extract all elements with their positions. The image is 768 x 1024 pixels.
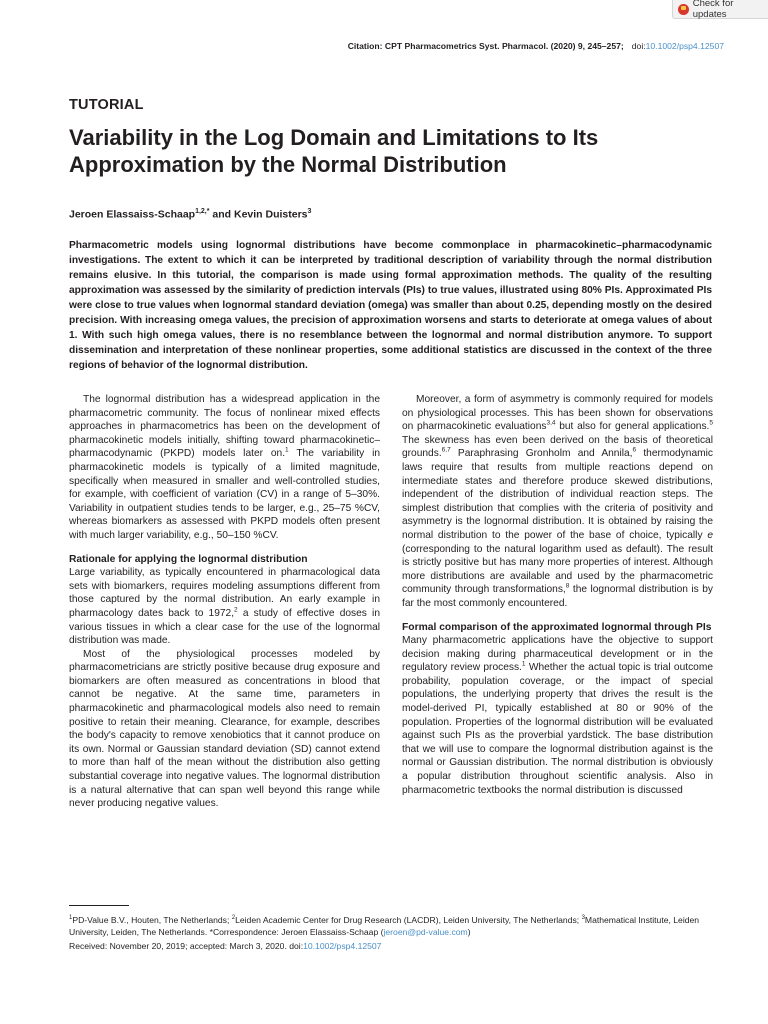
body-paragraph: Most of the physiological processes modeled by pharmacometricians are strictly positive because drug exposure and biomarkers are often measured as concentrations in blood that cannot be negative. At the same time, parameters in pharmacokinetic and pharmacological models also need to remain positive to retain their meaning. Clearance, for example, describes the body's capacity to remove xenobiotics that it cannot produce on its own. Normal or Gaussian standard deviation (SD) cannot extend to more than half of the mean without the distribution also getting substantial coverage into negative values. The lognormal distribution is a natural alternative that can span well beyond this range while never producing negative values.	[69, 648, 380, 810]
affiliations-footnote	[69, 912, 714, 939]
section-label: TUTORIAL	[69, 97, 144, 113]
reference-sup: 8	[565, 582, 570, 590]
reference-sup: 1	[521, 660, 526, 668]
reference-sup: 3,4	[546, 419, 556, 427]
author-name: Jeroen Elassaiss-Schaap	[69, 208, 196, 221]
abstract: Pharmacometric models using lognormal distributions have become commonplace in pharmacokinetic–pharmacodynamic investigations. The extent to which it can be interpreted by traditional description of variability through the normal distribution remains elusive. In this tutorial, the comparison is made using formal approximation methods. The quality of the resulting approximation was assessed by the similarity of prediction intervals (PIs) to true values, illustrated using 80% PIs. Approximated PIs were close to true values when lognormal standard deviation (omega) was smaller than about 0.25, depending mostly on the desired precision. With increasing omega values, the precision of approximation worsens and starts to deteriorate at omega values of about 1. With such high omega values, there is no resemblance between the lognormal and normal distribution anymore. To support dissemination and interpretation of these nonlinear properties, some additional statistics are discussed in the context of the three regions of behavior of the lognormal distribution.	[69, 240, 712, 371]
body-paragraph	[402, 393, 713, 611]
received-line	[69, 941, 381, 951]
reference-sup: 5	[709, 419, 713, 427]
article-title	[69, 124, 709, 178]
body-paragraph	[69, 566, 380, 648]
text-run: thermodynamic laws require that results from multiple reactions depend on intermediate states and therefore produce skewed distributions, independent of the distribution of individual reaction steps. The simplest distribution that complies with the criteria of positivity and asymmetry is the lognormal distribution. It is obtained by raising the normal distribution to the power of the base of choice, typically	[402, 448, 713, 541]
text-run: Leiden Academic Center for Drug Research (LACDR), Leiden University, The Netherlands;	[235, 914, 582, 925]
check-for-updates-label: Check for updates	[692, 0, 734, 20]
text-run: Paraphrasing Gronholm and Annila,	[450, 448, 633, 460]
section-heading: Rationale for applying the lognormal distribution	[69, 553, 308, 565]
text-run: Whether the actual topic is trial outcome probability, population coverage, or the impact of special populations, the underlying property that drives the result is the model-derived PI, typically established at 80 or 90% of the population. Properties of the lognormal distribution will be evaluated against such PIs as the proverbial yardstick. The base distribution that we will use to compare the lognormal distribution against is the normal or Gaussian distribution. The normal distribution is obviously a popular distribution throughout scientific analysis. Also in pharmacometric textbooks the normal distribution is discussed	[402, 662, 713, 796]
check-for-updates-icon	[678, 4, 689, 15]
text-run: The skewness has even been derived on the basis of theoretical grounds.	[402, 434, 713, 460]
reference-sup: 6	[632, 446, 637, 454]
text-run: (corresponding to the natural logarithm used as default). The result is strictly positive but has many more properties of interest. Although more distributions are available and used by the pharmacometric community through transformations,	[402, 543, 713, 596]
citation-line	[348, 41, 724, 51]
body-column-left	[69, 393, 380, 811]
affiliation-sup: 2	[231, 915, 236, 921]
footnote-divider	[69, 905, 129, 906]
body-paragraph	[69, 393, 380, 543]
author-name: Kevin Duisters	[234, 208, 308, 221]
text-run: a study of effective doses in various tissues in which a clear case for the use of the lognormal distribution was made.	[69, 607, 380, 647]
text-run: Received: November 20, 2019; accepted: March 3, 2020. doi:	[69, 941, 304, 951]
body-paragraph	[402, 634, 713, 797]
reference-sup: 6,7	[441, 446, 451, 454]
affiliation-sup: 1	[69, 915, 73, 921]
reference-sup: 2	[234, 606, 238, 614]
text-run: the lognormal distribution is by far the most commonly encountered.	[402, 584, 713, 609]
text-run: PD-Value B.V., Houten, The Netherlands;	[72, 914, 232, 925]
author-affiliation: 3	[307, 208, 312, 215]
reference-sup: 1	[285, 446, 289, 454]
author-list	[69, 208, 311, 221]
email-link[interactable]: jeroen@pd-value.com	[383, 927, 468, 938]
text-run: but also for general applications.	[555, 421, 710, 433]
author-separator: and	[209, 208, 234, 221]
text-run: Many pharmacometric applications have the objective to support decision making during pharmaceutical development or in the regulatory review process.	[402, 635, 713, 674]
author-affiliation: 1,2,*	[195, 208, 210, 215]
text-run: Mathematical Institute, Leiden University, Leiden, The Netherlands. *Correspondence: Jeroen Elassaiss-Schaap (	[69, 914, 700, 938]
body-column-right	[402, 393, 713, 797]
text-run: The variability in pharmacokinetic models is typically of a limited magnitude, specifically when measured in smaller and well-controlled studies, for example, with coefficient of variation (CV) in a range of 5–30%. Variability in outpatient studies tends to be larger, e.g., 25–75 %CV, whereas biomarkers as assessed with PKPD models often present with much larger variability, e.g., 50–150 %CV.	[69, 448, 380, 541]
section-heading: Formal comparison of the approximated lognormal through PIs	[402, 621, 712, 633]
check-for-updates-button[interactable]	[672, 0, 768, 19]
text-run: Large variability, as typically encountered in pharmacological data sets with biomarkers, requires modeling assumptions different from those captured by the normal distribution. An early example in pharmacology dates back to 1972,	[69, 567, 380, 619]
doi-link[interactable]: 10.1002/psp4.12507	[645, 41, 724, 51]
text-run: Moreover, a form of asymmetry is commonly required for models on physiological processes. This has been shown for observations on pharmacokinetic evaluations	[402, 394, 713, 433]
text-run: )	[467, 927, 471, 938]
doi-label: doi:	[631, 41, 646, 51]
italic-symbol: e	[707, 529, 713, 541]
citation-text: Citation: CPT Pharmacometrics Syst. Pharmacol. (2020) 9, 245–257;	[347, 41, 624, 51]
affiliation-sup: 3	[581, 915, 585, 921]
title-line-2: Approximation by the Normal Distribution	[69, 152, 507, 177]
doi-link[interactable]: 10.1002/psp4.12507	[303, 941, 382, 951]
text-run: The lognormal distribution has a widespread application in the pharmacometric community. The focus of nonlinear mixed effects approaches in pharmacometrics has been on the development of pharmacokinetic models initially, shifting toward pharmacokinetic–pharmacodynamic (PKPD) models later on.	[69, 394, 380, 460]
title-line-1: Variability in the Log Domain and Limitations to Its	[69, 125, 599, 150]
